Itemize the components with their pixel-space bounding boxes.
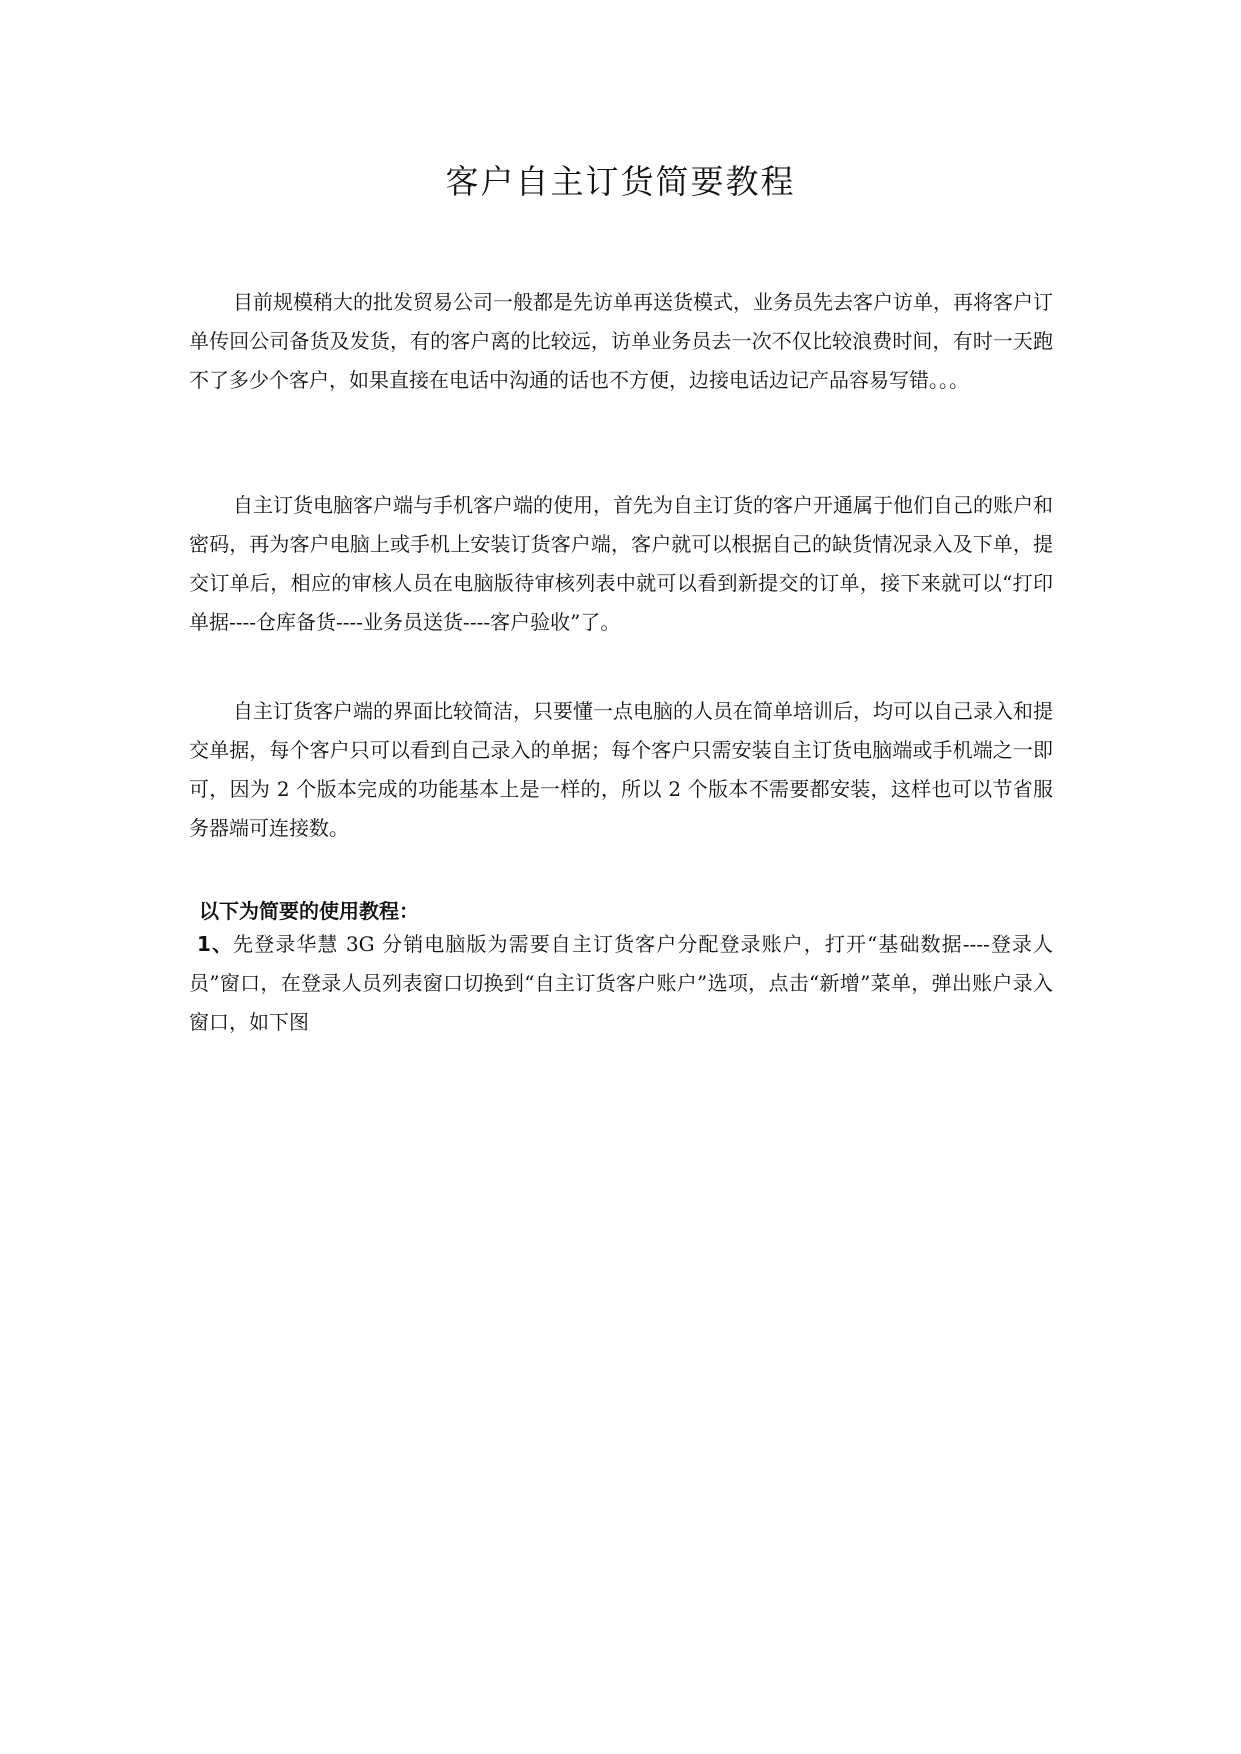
interface-paragraph: 自主订货客户端的界面比较简洁，只要懂一点电脑的人员在简单培训后，均可以自己录入和提交单据，每个客户只可以看到自己录入的单据；每个客户只需安装自主订货电脑端或手机端之一即可，因为 2 个版本完成的功能基本上是一样的，所以 2 个版本不需要都安装，这样也可以节省服务器端可连接数。 [189, 699, 1053, 840]
step-text: 先登录华慧 3G 分销电脑版为需要自主订货客户分配登录账户，打开“基础数据----登录人员”窗口，在登录人员列表窗口切换到“自主订货客户账户”选项，点击“新增”菜单，弹出账户录入窗口，如下图 [189, 932, 1054, 1034]
intro-paragraph: 目前规模稍大的批发贸易公司一般都是先访单再送货模式，业务员先去客户访单，再将客户订单传回公司备货及发货，有的客户离的比较远，访单业务员去一次不仅比较浪费时间，有时一天跑不了多少个客户，如果直接在电话中沟通的话也不方便，边接电话边记产品容易写错。。。 [189, 290, 1053, 392]
document-title: 客户自主订货简要教程 [445, 162, 796, 201]
usage-paragraph: 自主订货电脑客户端与手机客户端的使用，首先为自主订货的客户开通属于他们自己的账户和密码，再为客户电脑上或手机上安装订货客户端，客户就可以根据自己的缺货情况录入及下单，提交订单后，相应的审核人员在电脑版待审核列表中就可以看到新提交的订单，接下来就可以“打印单据----仓库备货----业务员送货----客户验收”了。 [189, 493, 1053, 634]
tutorial-heading: 以下为简要的使用教程： [199, 899, 419, 923]
step-item [189, 925, 1053, 1042]
step-number: 1、 [197, 932, 234, 956]
